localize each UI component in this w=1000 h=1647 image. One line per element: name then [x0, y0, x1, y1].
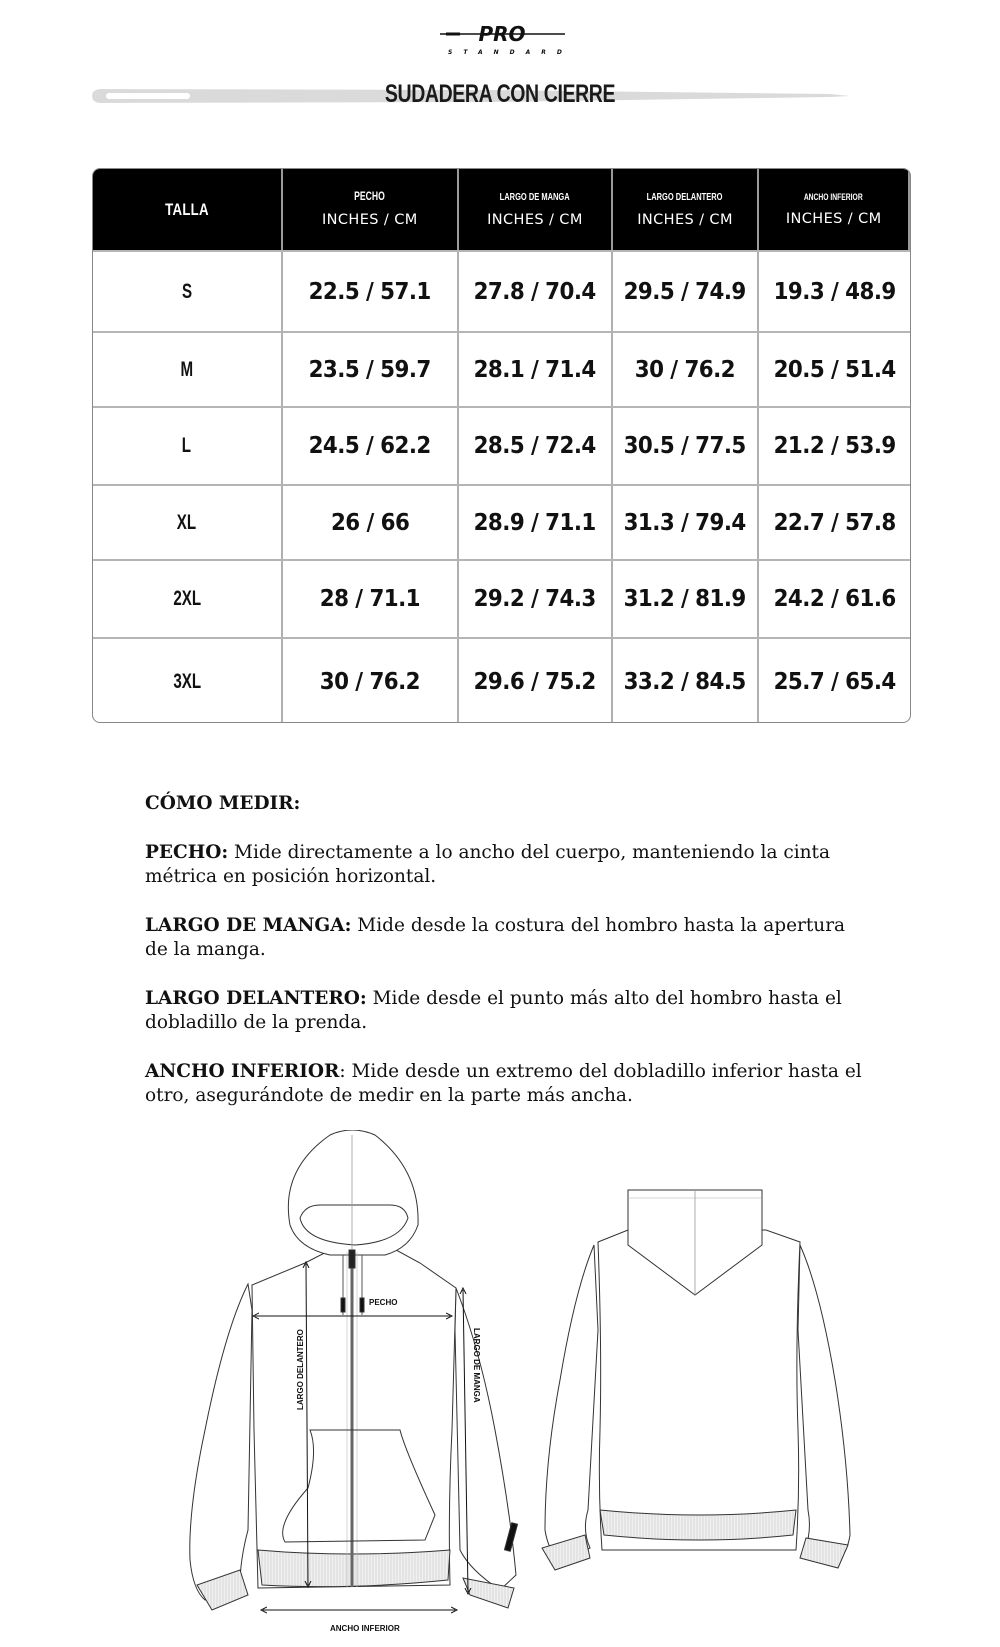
measurement-value: 31.3 / 79.4 — [623, 509, 747, 536]
instruction-text: Mide desde el punto más alto del hombro hasta el dobladillo de la prenda. — [145, 988, 842, 1033]
measurement-value: 29.5 / 74.9 — [623, 278, 747, 305]
measurement-cell — [613, 561, 760, 637]
table-row — [93, 406, 910, 484]
measurement-value: 24.5 / 62.2 — [308, 433, 431, 459]
measurement-value: 30 / 76.2 — [634, 356, 736, 383]
table-row — [93, 250, 910, 331]
size-cell — [93, 486, 283, 559]
size-label: S — [181, 279, 192, 303]
measurement-cell — [283, 252, 460, 331]
table-row — [93, 559, 910, 637]
measurement-value: 26 / 66 — [330, 509, 409, 536]
instruction-term: ANCHO INFERIOR — [145, 1061, 340, 1082]
logo-subtext: STANDARD — [448, 49, 573, 56]
header-pecho — [283, 169, 460, 250]
size-cell — [93, 333, 283, 406]
measurement-cell — [759, 639, 910, 723]
hoodie-back-icon — [542, 1190, 850, 1570]
header-largo-delantero — [613, 169, 760, 250]
instruction-text: : Mide desde un extremo del dobladillo inferior hasta el otro, asegurándote de medir en la parte más ancha. — [145, 1061, 862, 1106]
measurement-cell — [759, 561, 910, 637]
measurement-cell — [613, 252, 760, 331]
size-cell — [93, 561, 283, 637]
instruction-text: Mide desde la costura del hombro hasta la apertura de la manga. — [145, 915, 846, 960]
header-unit: INCHES / CM — [487, 211, 583, 228]
measurement-value: 28.5 / 72.4 — [473, 433, 596, 459]
header-ancho-inferior — [759, 169, 910, 250]
header-label: TALLA — [164, 199, 209, 219]
header-talla — [93, 169, 283, 250]
sleeve-length-label: LARGO DE MANGA — [472, 1328, 481, 1403]
logo-text: PRO — [478, 24, 526, 44]
chest-label: PECHO — [369, 1298, 398, 1307]
measurement-value: 31.2 / 81.9 — [623, 586, 747, 612]
size-cell — [93, 639, 283, 723]
header-label: LARGO DELANTERO — [647, 191, 723, 203]
how-to-measure-heading: CÓMO MEDIR: — [145, 793, 301, 814]
size-label: M — [180, 357, 194, 381]
hoodie-front-icon — [190, 1130, 518, 1610]
page-title: SUDADERA CON CIERRE — [384, 80, 616, 108]
measurement-value: 28.9 / 71.1 — [473, 509, 596, 536]
size-label: 3XL — [172, 669, 201, 693]
measurement-value: 33.2 / 84.5 — [623, 668, 747, 695]
size-label: XL — [177, 510, 197, 534]
measurement-cell — [613, 486, 760, 559]
header-unit: INCHES / CM — [637, 211, 733, 228]
size-chart-table — [92, 168, 911, 723]
measurement-value: 25.7 / 65.4 — [773, 668, 896, 695]
measurement-cell — [283, 561, 460, 637]
hoodie-diagram — [0, 1130, 1000, 1647]
instruction-bottom-width — [145, 1060, 865, 1108]
instruction-chest — [145, 841, 865, 889]
measurement-cell — [759, 333, 910, 406]
measurement-value: 19.3 / 48.9 — [773, 278, 896, 305]
measurement-cell — [613, 639, 760, 723]
measurement-cell — [283, 333, 460, 406]
measurement-value: 27.8 / 70.4 — [473, 278, 596, 305]
size-label: 2XL — [172, 587, 201, 610]
measurement-cell — [759, 486, 910, 559]
header-largo-de-manga — [459, 169, 613, 250]
size-cell — [93, 408, 283, 484]
measurement-cell — [759, 252, 910, 331]
measurement-value: 29.2 / 74.3 — [473, 586, 596, 612]
instruction-term: LARGO DELANTERO: — [145, 988, 367, 1009]
measurement-value: 28 / 71.1 — [319, 586, 420, 612]
measurement-cell — [459, 333, 613, 406]
table-row — [93, 637, 910, 723]
measurement-cell — [459, 639, 613, 723]
size-label: L — [182, 434, 192, 457]
measurement-cell — [613, 408, 760, 484]
measurement-value: 30.5 / 77.5 — [623, 433, 747, 459]
instruction-sleeve — [145, 914, 865, 962]
measurement-value: 21.2 / 53.9 — [773, 433, 896, 459]
measurement-cell — [459, 486, 613, 559]
measurement-cell — [459, 408, 613, 484]
pro-logo-icon — [440, 24, 565, 44]
measurement-value: 20.5 / 51.4 — [773, 356, 896, 383]
size-cell — [93, 252, 283, 331]
front-length-label: LARGO DELANTERO — [296, 1329, 305, 1410]
instruction-text: Mide directamente a lo ancho del cuerpo, manteniendo la cinta métrica en posición horizontal. — [145, 842, 831, 887]
measurement-cell — [283, 639, 460, 723]
measurement-value: 22.7 / 57.8 — [773, 509, 896, 536]
measurement-value: 23.5 / 59.7 — [308, 356, 431, 383]
measurement-cell — [283, 486, 460, 559]
measurement-cell — [613, 333, 760, 406]
table-row — [93, 331, 910, 406]
measurement-value: 22.5 / 57.1 — [308, 278, 431, 305]
table-header-row — [93, 169, 910, 250]
header-label: ANCHO INFERIOR — [804, 192, 864, 202]
header-unit: INCHES / CM — [785, 211, 882, 227]
instruction-term: PECHO: — [145, 842, 229, 863]
header-label: LARGO DE MANGA — [499, 191, 570, 203]
measurement-value: 28.1 / 71.4 — [473, 356, 596, 383]
measurement-value: 24.2 / 61.6 — [773, 586, 896, 612]
instruction-term: LARGO DE MANGA: — [145, 915, 352, 936]
measurement-cell — [759, 408, 910, 484]
measurement-value: 29.6 / 75.2 — [473, 668, 596, 695]
header-label: PECHO — [354, 191, 386, 203]
measurement-value: 30 / 76.2 — [319, 668, 420, 695]
table-row — [93, 484, 910, 559]
how-to-measure — [145, 792, 865, 1133]
measurement-cell — [283, 408, 460, 484]
bottom-width-label: ANCHO INFERIOR — [330, 1624, 400, 1633]
header-unit: INCHES / CM — [321, 212, 418, 228]
brand-logo — [440, 24, 573, 62]
instruction-front-length — [145, 987, 865, 1035]
measurement-cell — [459, 252, 613, 331]
measurement-cell — [459, 561, 613, 637]
